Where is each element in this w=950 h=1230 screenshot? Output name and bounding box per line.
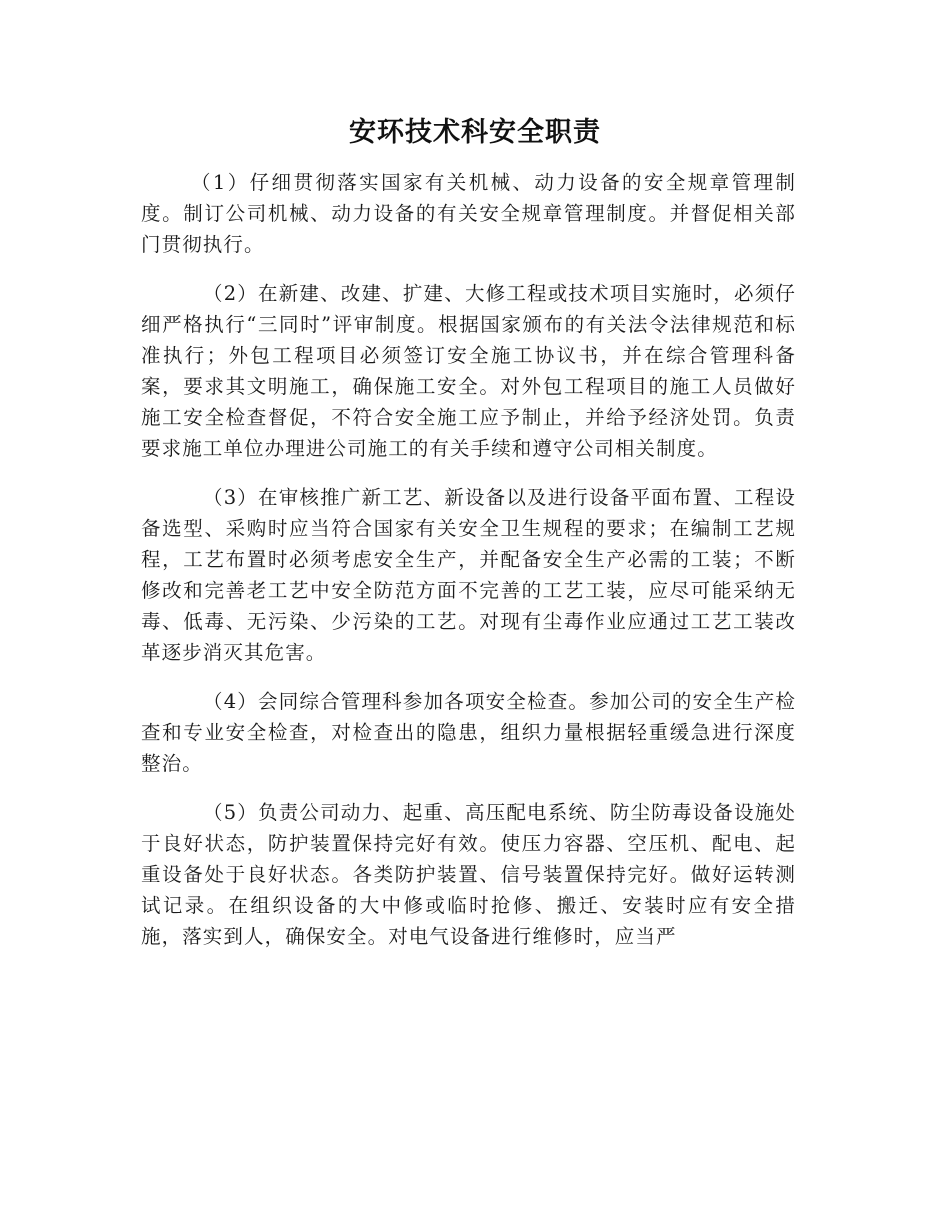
paragraph-5: （5）负责公司动力、起重、高压配电系统、防尘防毒设备设施处于良好状态，防护装置保持完好有效。使压力容器、空压机、配电、起重设备处于良好状态。各类防护装置、信号装置保持完好。做好运转测试记录。在组织设备的大中修或临时抢修、搬迁、安装时应有安全措施，落实到人，确保安全。对电气设备进行维修时，应当严 (141, 801, 796, 948)
paragraph-3: （3）在审核推广新工艺、新设备以及进行设备平面布置、工程设备选型、采购时应当符合国家有关安全卫生规程的要求；在编制工艺规程，工艺布置时必须考虑安全生产，并配备安全生产必需的工装；不断修改和完善老工艺中安全防范方面不完善的工艺工装，应尽可能采纳无毒、低毒、无污染、少污染的工艺。对现有尘毒作业应通过工艺工装改革逐步消灭其危害。 (141, 486, 796, 664)
document-title: 安环技术科安全职责 (349, 117, 601, 148)
paragraph-2: （2）在新建、改建、扩建、大修工程或技术项目实施时，必须仔细严格执行“三同时”评审制度。根据国家颁布的有关法令法律规范和标准执行；外包工程项目必须签订安全施工协议书，并在综合管理科备案，要求其文明施工，确保施工安全。对外包工程项目的施工人员做好施工安全检查督促，不符合安全施工应予制止，并给予经济处罚。负责要求施工单位办理进公司施工的有关手续和遵守公司相关制度。 (141, 282, 796, 460)
paragraph-1: （1）仔细贯彻落实国家有关机械、动力设备的安全规章管理制度。制订公司机械、动力设备的有关安全规章管理制度。并督促相关部门贯彻执行。 (141, 171, 796, 256)
paragraph-4: （4）会同综合管理科参加各项安全检查。参加公司的安全生产检查和专业安全检查，对检查出的隐患，组织力量根据轻重缓急进行深度整治。 (141, 690, 796, 775)
document-body (141, 167, 796, 970)
